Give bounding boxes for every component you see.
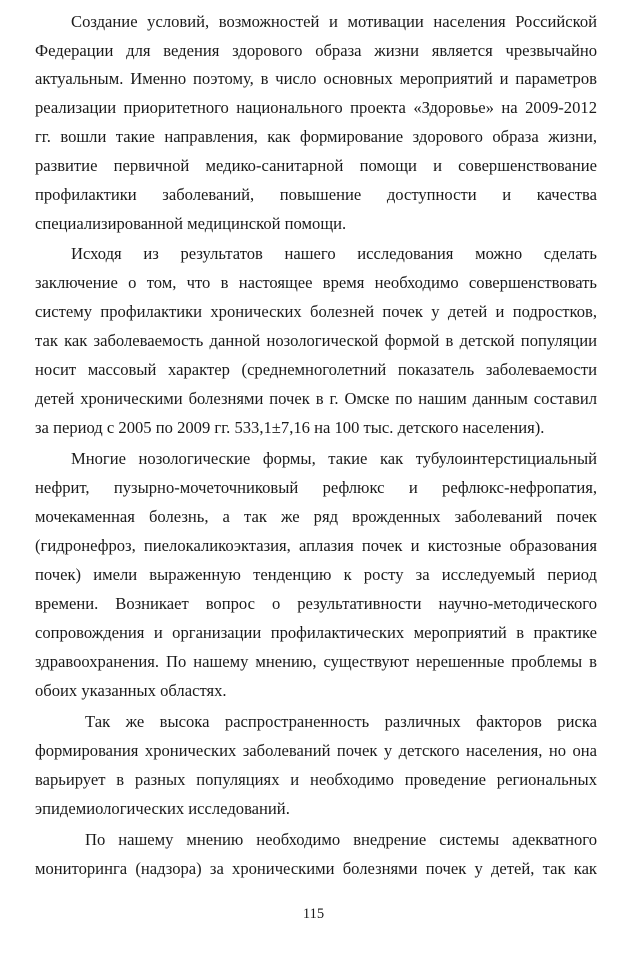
text-line: почек) имели выраженную тенденцию к росту за исследуемый период: [35, 565, 597, 584]
text-line: за период с 2005 по 2009 гг. 533,1±7,16 на 100 тыс. детского населения).: [35, 418, 545, 437]
text-line: мониторинга (надзора) за хроническими болезнями почек у детей, так как: [35, 859, 597, 878]
text-line: Создание условий, возможностей и мотивации населения Российской: [71, 12, 597, 31]
text-line: мочекаменная болезнь, а так же ряд врожденных заболеваний почек: [35, 507, 597, 526]
text-line: Многие нозологические формы, такие как тубулоинтерстициальный: [71, 449, 597, 468]
text-line: развитие первичной медико-санитарной помощи и совершенствование: [35, 156, 597, 175]
text-line: (гидронефроз, пиелокаликоэктазия, аплазия почек и кистозные образования: [35, 536, 597, 555]
text-line: актуальным. Именно поэтому, в число основных мероприятий и параметров: [35, 69, 597, 88]
text-line: Федерации для ведения здорового образа жизни является чрезвычайно: [35, 41, 597, 60]
text-line: профилактики заболеваний, повышение доступности и качества: [35, 185, 597, 204]
text-line: здравоохранения. По нашему мнению, существуют нерешенные проблемы в: [35, 652, 597, 671]
text-line: заключение о том, что в настоящее время необходимо совершенствовать: [35, 273, 597, 292]
text-line: реализации приоритетного национального проекта «Здоровье» на 2009-2012: [35, 98, 597, 117]
text-line: нефрит, пузырно-мочеточниковый рефлюкс и рефлюкс-нефропатия,: [35, 478, 597, 497]
text-line: так как заболеваемость данной нозологической формой в детской популяции: [35, 331, 597, 350]
text-line: специализированной медицинской помощи.: [35, 214, 347, 233]
text-line: обоих указанных областях.: [35, 681, 227, 700]
text-line: детей хроническими болезнями почек в г. Омске по нашим данным составил: [35, 389, 597, 408]
text-line: варьирует в разных популяциях и необходимо проведение региональных: [35, 770, 597, 789]
text-line: эпидемиологических исследований.: [35, 799, 290, 818]
text-line: По нашему мнению необходимо внедрение системы адекватного: [85, 830, 597, 849]
text-line: носит массовый характер (среднемноголетний показатель заболеваемости: [35, 360, 597, 379]
text-line: гг. вошли такие направления, как формирование здорового образа жизни,: [35, 127, 597, 146]
text-line: Так же высока распространенность различных факторов риска: [85, 712, 597, 731]
text-line: систему профилактики хронических болезней почек у детей и подростков,: [35, 302, 597, 321]
text-line: времени. Возникает вопрос о результативности научно-методического: [35, 594, 597, 613]
page-number: 115: [302, 906, 325, 922]
text-line: сопровождения и организации профилактических мероприятий в практике: [35, 623, 597, 642]
text-line: формирования хронических заболеваний почек у детского населения, но она: [35, 741, 597, 760]
text-line: Исходя из результатов нашего исследования можно сделать: [71, 244, 597, 263]
